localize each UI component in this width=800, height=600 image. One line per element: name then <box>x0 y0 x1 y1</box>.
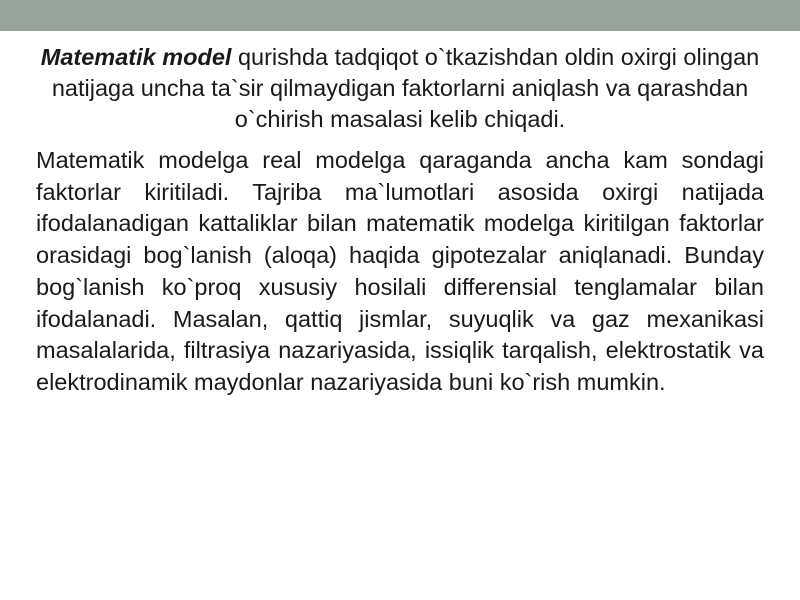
slide-content <box>36 42 764 399</box>
header-bar <box>0 0 800 31</box>
body-paragraph: Matematik modelga real modelga qaraganda ancha kam sondagi faktorlar kiritiladi. Tajriba ma`lumotlari asosida oxirgi natijada ifodalanadigan kattaliklar bilan matematik modelga kiritilgan faktorlar orasidagi bog`lanish (aloqa) haqida gipotezalar aniqlanadi. Bunday bog`lanish ko`proq xususiy hosilali differensial tenglamalar bilan ifodalanadi. Masalan, qattiq jismlar, suyuqlik va gaz mexanikasi masalalarida, filtrasiya nazariyasida, issiqlik tarqalish, elektrostatik va elektrodinamik maydonlar nazariyasida buni ko`rish mumkin. <box>36 147 764 395</box>
intro-term: Matematik model <box>40 44 232 70</box>
intro-paragraph <box>36 42 764 135</box>
intro-text: qurishda tadqiqot o`tkazishdan oldin oxirgi olingan natijaga uncha ta`sir qilmaydigan faktorlarni aniqlash va qarashdan o`chirish masalasi kelib chiqadi. <box>51 44 760 132</box>
